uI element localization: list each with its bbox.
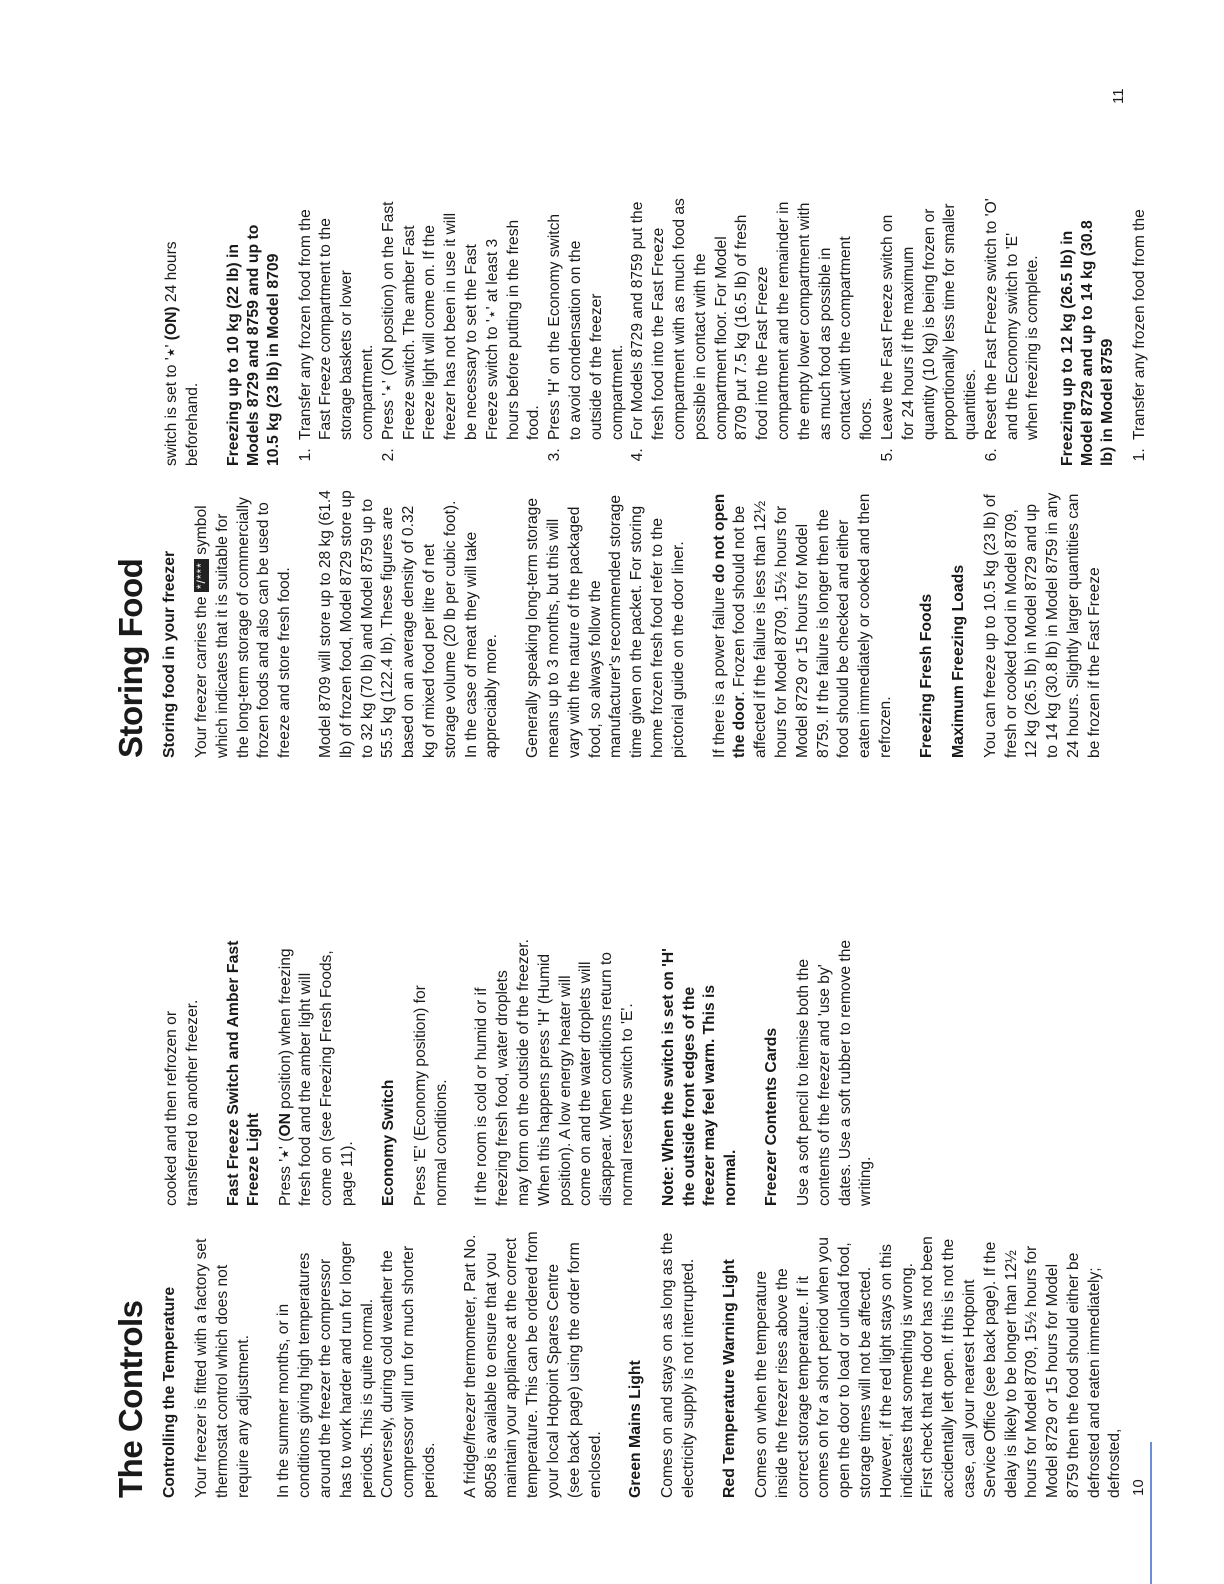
- heading-controlling-temperature: Controlling the Temperature: [161, 1286, 178, 1498]
- paragraph: Comes on when the temperature inside the freezer rises above the correct storage temperature. If it comes on for a short period when you open the door to load or unload food, storage times will not be affected. However, if the red light stays on this indicates that something is wrong. First check that the door has not been accidentally left open. If this is not the case, call your nearest Hotpoint Service Office (see back page). If the delay is likely to be longer than 12½ hours for Model 8709, 15½ hours for Model 8729 or 15 hours for Model 8759 then the food should either be defrosted and eaten immediately; defrosted,: [752, 1236, 1124, 1498]
- paragraph: You can freeze up to 10.5 kg (23 lb) of fresh or cooked food in Model 8709, 12 kg (26.5 lb) in Model 8729 and up to 14 kg (30.8 lb) in Model 8759 in any 24 hours. Slightly larger quantities can be frozen if the Fast Freeze: [981, 492, 1103, 758]
- heading-storing-food: Storing food in your freezer: [161, 550, 178, 758]
- heading-green-mains-light: Green Mains Light: [627, 1360, 645, 1498]
- paragraph-power-failure: If there is a power failure do not open the door. Frozen food should not be affected if the failure is less than 12½ hours for Model 8709, 15½ hours for Model 8729 or 15 hours for Model 8759. If the failure is longer then the food should be checked and either eaten immediately or cooked and then refrozen.: [710, 493, 894, 758]
- heading-economy-switch: Economy Switch: [379, 1079, 397, 1206]
- column-controls-2: [162, 938, 897, 1206]
- star-icon: ⋆: [163, 347, 180, 358]
- heading-freezing-fresh-foods: Freezing Fresh Foods: [917, 593, 935, 758]
- paragraph: Generally speaking long-term storage means up to 3 months, but this will vary with the nature of the packaged food, so always follow the manufacturer's recommended storage time given on the packet. For storing home frozen fresh food refer to the pictorial guide on the door liner.: [524, 495, 687, 758]
- paragraph: Press 'E' (Economy position) for normal conditions.: [411, 985, 450, 1206]
- scan-mark: [1150, 1442, 1152, 1584]
- column-storing-1: [160, 490, 1125, 758]
- column-controls-1: [160, 1230, 1146, 1498]
- list-item: 5. Leave the Fast Freeze switch on for 24 hours if the maximum quantity (10 kg) is being frozen or proportionally less time for smaller quantities.: [878, 198, 982, 444]
- note-warm-edges: Note: When the switch is set on 'H' the outside front edges of the freezer may feel warm. This is normal.: [659, 948, 740, 1206]
- paragraph-fast-freeze: Press '⋆' (ON position) when freezing fresh food and the amber light will come on (see Freezing Fresh Foods, page 11).: [276, 948, 356, 1206]
- list-item: 2. Press '⋆' (ON position) on the Fast Freeze switch. The amber Fast Freeze light will come on. If the freezer has not been in use it will be necessary to set the Fast Freeze switch to '⋆' at least 3 hours before putting in the fresh food.: [379, 198, 545, 444]
- paragraph: If the room is cold or humid or if freezing fresh food, water droplets may form on the outside of the freezer. When this happens press 'H' (Humid position). A low energy heater will come on and the water droplets will disappear. When conditions return to normal reset the switch to 'E'.: [473, 939, 636, 1206]
- page-title-controls: The Controls: [112, 1300, 149, 1498]
- paragraph: Model 8709 will store up to 28 kg (61.4 lb) of frozen food, Model 8729 store up to 32 kg (70 lb) and Model 8759 up to 55.5 kg (122.4 lb). These figures are based on an average density of 0.32 kg of mixed food per litre of net storage volume (20 lb per cubic foot). In the case of meat they will take appreciably more.: [316, 490, 501, 758]
- paragraph: A fridge/freezer thermometer, Part No. 8058 is available to ensure that you maintain your appliance at the correct temperature. This can be ordered from your local Hotpoint Spares Centre (see back page) using the order form enclosed.: [461, 1231, 604, 1498]
- heading-contents-cards: Freezer Contents Cards: [762, 1027, 780, 1206]
- list-item: 6. Reset the Fast Freeze switch to 'O' and the Economy switch to 'E' when freezing is complete.: [982, 198, 1044, 444]
- list-item: 4. For Models 8729 and 8759 put the fresh food into the Fast Freeze compartment with as much food as possible in contact with the compartment floor. For Model 8709 put 7.5 kg (16.5 lb) of fresh food into the Fast Freeze compartment and the remainder in the empty lower compartment with as much food as possible in contact with the compartment floors.: [628, 198, 878, 444]
- paragraph: Use a soft pencil to itemise both the contents of the freezer and 'use by' dates. Use a soft rubber to remove the writing.: [794, 939, 875, 1206]
- list-item: 3. Press 'H' on the Economy switch to avoid condensation on the outside of the freezer compartment.: [545, 198, 628, 444]
- star-icon: ⋆: [276, 1149, 294, 1159]
- list-item: 1. Transfer any frozen food from the Fast Freeze compartment to the storage baskets or lower compartment.: [296, 198, 379, 444]
- heading-fast-freeze-switch: Fast Freeze Switch and Amber Fast Freeze Light: [224, 940, 262, 1206]
- list-item: 1. Transfer any frozen food from the: [1130, 198, 1151, 444]
- steps-12kg: [1130, 198, 1151, 466]
- page-number-right: 11: [1110, 88, 1127, 104]
- paragraph-star-symbol: Your freezer carries the */*** symbol which indicates that it is suitable for the long-term storage of commercially frozen foods and also can be used to freeze and store fresh food.: [193, 497, 294, 758]
- paragraph-switch-cont: switch is set to '⋆' (ON) 24 hours beforehand.: [163, 241, 201, 466]
- column-storing-2: [162, 198, 1151, 466]
- heading-red-warning-light: Red Temperature Warning Light: [720, 1259, 738, 1498]
- paragraph: In the summer months, or in conditions giving high temperatures around the freezer the compressor has to work harder and run for longer periods. This is quite normal. Conversely, during cold weather the compressor will run for much shorter periods.: [275, 1241, 438, 1498]
- heading-maximum-loads: Maximum Freezing Loads: [949, 564, 967, 758]
- heading-freezing-12kg: Freezing up to 12 kg (26.5 lb) in Model 8729 and up to 14 kg (30.8 lb) in Model 8759: [1059, 220, 1117, 466]
- paragraph: cooked and then refrozen or transferred to another freezer.: [163, 999, 201, 1206]
- paragraph: Your freezer is fitted with a factory set thermostat control which does not require any adjustment.: [193, 1238, 252, 1498]
- paragraph: Comes on and stays on as long as the electricity supply is not interrupted.: [659, 1232, 698, 1498]
- star-rating-icon: */***: [194, 559, 209, 592]
- page-number-left: 10: [1130, 1479, 1147, 1496]
- steps-10kg: [296, 198, 1045, 466]
- page-title-storing-food: Storing Food: [112, 558, 149, 758]
- heading-freezing-10kg: Freezing up to 10 kg (22 lb) in Models 8729 and 8759 and up to 10.5 kg (23 lb) in Model 8709: [224, 224, 282, 466]
